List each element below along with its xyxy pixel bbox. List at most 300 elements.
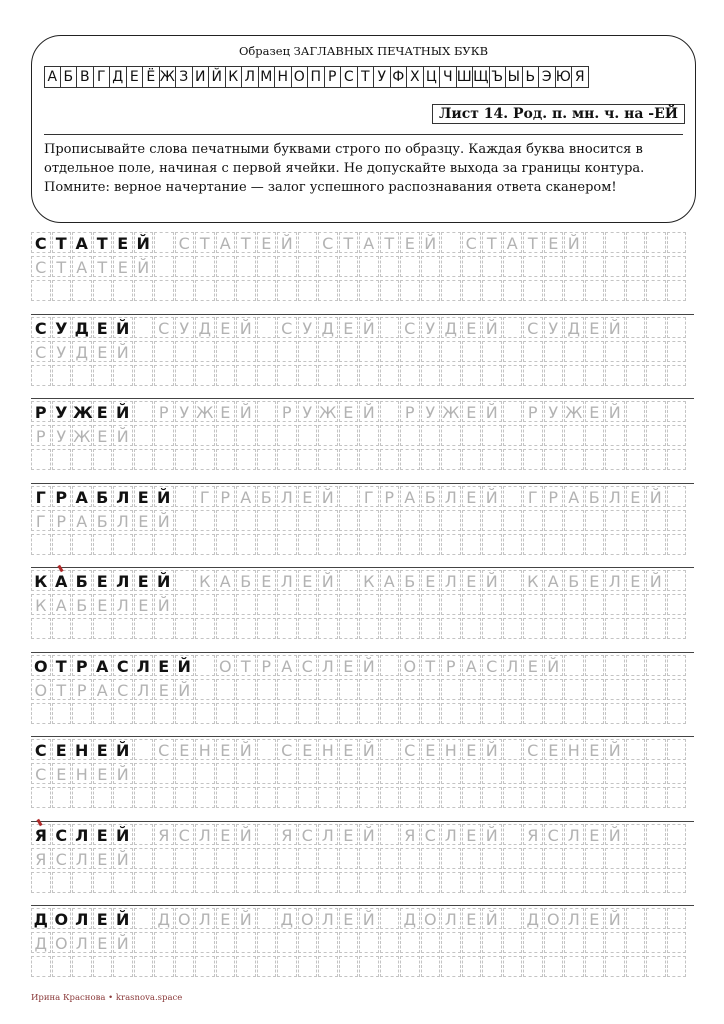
writing-cell[interactable]	[667, 486, 687, 507]
trace-letter-cell[interactable]: Б	[585, 486, 605, 507]
trace-letter-cell[interactable]: С	[154, 317, 174, 338]
writing-cell[interactable]	[585, 679, 605, 700]
writing-cell[interactable]	[216, 534, 236, 555]
writing-cell[interactable]	[564, 534, 584, 555]
writing-cell[interactable]	[544, 932, 564, 953]
writing-cell[interactable]	[298, 425, 318, 446]
trace-letter-cell[interactable]: Й	[359, 655, 379, 676]
writing-cell[interactable]	[195, 932, 215, 953]
writing-cell[interactable]	[236, 365, 256, 386]
writing-cell[interactable]	[154, 256, 174, 277]
writing-cell[interactable]	[462, 341, 482, 362]
writing-cell[interactable]	[175, 341, 195, 362]
writing-cell[interactable]	[359, 341, 379, 362]
writing-cell[interactable]	[564, 618, 584, 639]
writing-cell[interactable]	[585, 787, 605, 808]
trace-letter-cell[interactable]: Р	[31, 425, 51, 446]
sample-letter-cell[interactable]: С	[52, 824, 72, 845]
sample-letter-cell[interactable]: Е	[93, 570, 113, 591]
writing-cell[interactable]	[72, 365, 92, 386]
trace-letter-cell[interactable]: Й	[113, 848, 133, 869]
writing-cell[interactable]	[236, 425, 256, 446]
trace-letter-cell[interactable]: Е	[93, 341, 113, 362]
writing-cell[interactable]	[585, 365, 605, 386]
sample-letter-cell[interactable]: Б	[93, 486, 113, 507]
sample-letter-cell[interactable]: С	[31, 739, 51, 760]
writing-cell[interactable]	[421, 365, 441, 386]
trace-letter-cell[interactable]: Р	[154, 401, 174, 422]
trace-letter-cell[interactable]: Е	[216, 824, 236, 845]
trace-letter-cell[interactable]: Й	[236, 317, 256, 338]
writing-cell[interactable]	[134, 280, 154, 301]
writing-cell[interactable]	[421, 256, 441, 277]
trace-letter-cell[interactable]: Р	[523, 401, 543, 422]
writing-cell[interactable]	[605, 956, 625, 977]
writing-cell[interactable]	[503, 763, 523, 784]
writing-cell[interactable]	[339, 341, 359, 362]
writing-cell[interactable]	[277, 932, 297, 953]
writing-cell[interactable]	[318, 510, 338, 531]
writing-cell[interactable]	[503, 703, 523, 724]
writing-cell[interactable]	[298, 618, 318, 639]
writing-cell[interactable]	[626, 365, 646, 386]
writing-cell[interactable]	[605, 618, 625, 639]
trace-letter-cell[interactable]: Е	[93, 932, 113, 953]
trace-letter-cell[interactable]: Е	[339, 908, 359, 929]
writing-cell[interactable]	[421, 594, 441, 615]
writing-cell[interactable]	[482, 618, 502, 639]
writing-cell[interactable]	[339, 763, 359, 784]
trace-letter-cell[interactable]: У	[298, 317, 318, 338]
writing-cell[interactable]	[626, 848, 646, 869]
writing-cell[interactable]	[236, 594, 256, 615]
trace-letter-cell[interactable]: С	[277, 317, 297, 338]
writing-cell[interactable]	[134, 317, 154, 338]
writing-cell[interactable]	[544, 449, 564, 470]
writing-cell[interactable]	[646, 510, 666, 531]
writing-cell[interactable]	[400, 256, 420, 277]
writing-cell[interactable]	[503, 449, 523, 470]
writing-cell[interactable]	[298, 703, 318, 724]
writing-cell[interactable]	[646, 872, 666, 893]
writing-cell[interactable]	[380, 425, 400, 446]
writing-cell[interactable]	[585, 932, 605, 953]
writing-cell[interactable]	[216, 618, 236, 639]
writing-cell[interactable]	[236, 510, 256, 531]
trace-letter-cell[interactable]: Б	[421, 486, 441, 507]
writing-cell[interactable]	[667, 317, 687, 338]
trace-letter-cell[interactable]: Й	[113, 763, 133, 784]
trace-letter-cell[interactable]: Ж	[319, 403, 337, 422]
sample-letter-cell[interactable]: Г	[31, 486, 51, 507]
writing-cell[interactable]	[93, 872, 113, 893]
writing-cell[interactable]	[257, 256, 277, 277]
writing-cell[interactable]	[400, 510, 420, 531]
writing-cell[interactable]	[134, 401, 154, 422]
writing-cell[interactable]	[298, 956, 318, 977]
writing-cell[interactable]	[113, 703, 133, 724]
writing-cell[interactable]	[564, 679, 584, 700]
trace-letter-cell[interactable]: Б	[236, 570, 256, 591]
writing-cell[interactable]	[400, 787, 420, 808]
trace-letter-cell[interactable]: Я	[154, 824, 174, 845]
writing-cell[interactable]	[257, 365, 277, 386]
trace-letter-cell[interactable]: Е	[462, 401, 482, 422]
writing-cell[interactable]	[646, 280, 666, 301]
writing-cell[interactable]	[175, 956, 195, 977]
trace-letter-cell[interactable]: С	[175, 232, 195, 253]
writing-cell[interactable]	[462, 956, 482, 977]
sample-letter-cell[interactable]: Й	[113, 401, 133, 422]
writing-cell[interactable]	[380, 534, 400, 555]
sample-letter-cell[interactable]: О	[31, 655, 51, 676]
writing-cell[interactable]	[482, 872, 502, 893]
writing-cell[interactable]	[113, 280, 133, 301]
writing-cell[interactable]	[72, 618, 92, 639]
sample-letter-cell[interactable]: А	[93, 655, 113, 676]
writing-cell[interactable]	[195, 449, 215, 470]
trace-letter-cell[interactable]: Б	[564, 570, 584, 591]
writing-cell[interactable]	[113, 956, 133, 977]
sample-letter-cell[interactable]: О	[52, 908, 72, 929]
writing-cell[interactable]	[339, 872, 359, 893]
trace-letter-cell[interactable]: Д	[564, 317, 584, 338]
writing-cell[interactable]	[585, 510, 605, 531]
trace-letter-cell[interactable]: С	[400, 739, 420, 760]
sample-letter-cell[interactable]: Л	[113, 486, 133, 507]
trace-letter-cell[interactable]: Р	[441, 655, 461, 676]
writing-cell[interactable]	[400, 872, 420, 893]
writing-cell[interactable]	[400, 594, 420, 615]
writing-cell[interactable]	[503, 365, 523, 386]
trace-letter-cell[interactable]: С	[175, 824, 195, 845]
writing-cell[interactable]	[626, 824, 646, 845]
writing-cell[interactable]	[339, 449, 359, 470]
writing-cell[interactable]	[626, 679, 646, 700]
sample-letter-cell[interactable]: Й	[134, 232, 154, 253]
sample-letter-cell[interactable]: Л	[134, 655, 154, 676]
writing-cell[interactable]	[462, 256, 482, 277]
writing-cell[interactable]	[175, 365, 195, 386]
sample-letter-cell[interactable]: Е	[134, 486, 154, 507]
writing-cell[interactable]	[257, 763, 277, 784]
sample-letter-cell[interactable]: Е	[93, 401, 113, 422]
writing-cell[interactable]	[339, 365, 359, 386]
writing-cell[interactable]	[421, 510, 441, 531]
writing-cell[interactable]	[626, 763, 646, 784]
trace-letter-cell[interactable]: Е	[93, 763, 113, 784]
trace-letter-cell[interactable]: Е	[216, 739, 236, 760]
writing-cell[interactable]	[52, 872, 72, 893]
trace-letter-cell[interactable]: Л	[441, 908, 461, 929]
trace-letter-cell[interactable]: Л	[605, 486, 625, 507]
trace-letter-cell[interactable]: Е	[257, 570, 277, 591]
writing-cell[interactable]	[421, 449, 441, 470]
writing-cell[interactable]	[359, 280, 379, 301]
writing-cell[interactable]	[605, 365, 625, 386]
writing-cell[interactable]	[359, 618, 379, 639]
trace-letter-cell[interactable]: Е	[626, 486, 646, 507]
trace-letter-cell[interactable]: Л	[605, 570, 625, 591]
writing-cell[interactable]	[585, 232, 605, 253]
writing-cell[interactable]	[544, 341, 564, 362]
writing-cell[interactable]	[236, 872, 256, 893]
writing-cell[interactable]	[175, 486, 195, 507]
sample-letter-cell[interactable]: Л	[113, 570, 133, 591]
writing-cell[interactable]	[277, 872, 297, 893]
writing-cell[interactable]	[523, 848, 543, 869]
writing-cell[interactable]	[646, 703, 666, 724]
trace-letter-cell[interactable]: Л	[72, 932, 92, 953]
writing-cell[interactable]	[236, 787, 256, 808]
trace-letter-cell[interactable]: А	[359, 232, 379, 253]
writing-cell[interactable]	[646, 848, 666, 869]
writing-cell[interactable]	[523, 534, 543, 555]
sample-letter-cell[interactable]: Т	[52, 655, 72, 676]
trace-letter-cell[interactable]: С	[298, 824, 318, 845]
trace-letter-cell[interactable]: Е	[93, 594, 113, 615]
writing-cell[interactable]	[441, 956, 461, 977]
trace-letter-cell[interactable]: Й	[646, 570, 666, 591]
trace-letter-cell[interactable]: Е	[134, 510, 154, 531]
writing-cell[interactable]	[380, 703, 400, 724]
trace-letter-cell[interactable]: Д	[154, 908, 174, 929]
writing-cell[interactable]	[646, 824, 666, 845]
writing-cell[interactable]	[626, 256, 646, 277]
writing-cell[interactable]	[154, 872, 174, 893]
writing-cell[interactable]	[93, 956, 113, 977]
writing-cell[interactable]	[667, 570, 687, 591]
writing-cell[interactable]	[52, 280, 72, 301]
trace-letter-cell[interactable]: Е	[585, 739, 605, 760]
trace-letter-cell[interactable]: Я	[523, 824, 543, 845]
writing-cell[interactable]	[441, 763, 461, 784]
writing-cell[interactable]	[626, 341, 646, 362]
writing-cell[interactable]	[564, 848, 584, 869]
writing-cell[interactable]	[626, 510, 646, 531]
writing-cell[interactable]	[175, 618, 195, 639]
writing-cell[interactable]	[400, 679, 420, 700]
trace-letter-cell[interactable]: А	[564, 486, 584, 507]
trace-letter-cell[interactable]: Б	[93, 510, 113, 531]
trace-letter-cell[interactable]: Е	[298, 739, 318, 760]
trace-letter-cell[interactable]: Д	[277, 908, 297, 929]
writing-cell[interactable]	[52, 956, 72, 977]
writing-cell[interactable]	[667, 401, 687, 422]
trace-letter-cell[interactable]: Е	[421, 570, 441, 591]
writing-cell[interactable]	[359, 787, 379, 808]
writing-cell[interactable]	[462, 679, 482, 700]
trace-letter-cell[interactable]: Л	[195, 824, 215, 845]
writing-cell[interactable]	[257, 510, 277, 531]
writing-cell[interactable]	[277, 618, 297, 639]
writing-cell[interactable]	[503, 594, 523, 615]
trace-letter-cell[interactable]: Л	[564, 824, 584, 845]
writing-cell[interactable]	[626, 655, 646, 676]
trace-letter-cell[interactable]: С	[31, 763, 51, 784]
writing-cell[interactable]	[380, 956, 400, 977]
writing-cell[interactable]	[380, 401, 400, 422]
trace-letter-cell[interactable]: У	[544, 401, 564, 422]
writing-cell[interactable]	[236, 341, 256, 362]
writing-cell[interactable]	[298, 679, 318, 700]
writing-cell[interactable]	[646, 341, 666, 362]
writing-cell[interactable]	[257, 824, 277, 845]
writing-cell[interactable]	[113, 534, 133, 555]
writing-cell[interactable]	[154, 341, 174, 362]
writing-cell[interactable]	[503, 280, 523, 301]
writing-cell[interactable]	[544, 534, 564, 555]
trace-letter-cell[interactable]: Л	[441, 486, 461, 507]
writing-cell[interactable]	[626, 594, 646, 615]
trace-letter-cell[interactable]: Е	[462, 317, 482, 338]
writing-cell[interactable]	[339, 594, 359, 615]
trace-letter-cell[interactable]: Ж	[565, 403, 583, 422]
trace-letter-cell[interactable]: Л	[441, 570, 461, 591]
writing-cell[interactable]	[236, 534, 256, 555]
writing-cell[interactable]	[175, 932, 195, 953]
trace-letter-cell[interactable]: Т	[421, 655, 441, 676]
trace-letter-cell[interactable]: Д	[441, 317, 461, 338]
writing-cell[interactable]	[523, 956, 543, 977]
writing-cell[interactable]	[564, 956, 584, 977]
trace-letter-cell[interactable]: Т	[482, 232, 502, 253]
writing-cell[interactable]	[175, 594, 195, 615]
writing-cell[interactable]	[503, 341, 523, 362]
writing-cell[interactable]	[667, 655, 687, 676]
writing-cell[interactable]	[503, 534, 523, 555]
writing-cell[interactable]	[216, 872, 236, 893]
writing-cell[interactable]	[544, 872, 564, 893]
trace-letter-cell[interactable]: Й	[482, 908, 502, 929]
sample-letter-cell[interactable]: Р	[72, 655, 92, 676]
writing-cell[interactable]	[339, 848, 359, 869]
trace-letter-cell[interactable]: Т	[93, 256, 113, 277]
writing-cell[interactable]	[216, 703, 236, 724]
trace-letter-cell[interactable]: С	[318, 232, 338, 253]
writing-cell[interactable]	[298, 763, 318, 784]
trace-letter-cell[interactable]: Е	[339, 317, 359, 338]
trace-letter-cell[interactable]: Е	[626, 570, 646, 591]
writing-cell[interactable]	[257, 956, 277, 977]
writing-cell[interactable]	[523, 787, 543, 808]
writing-cell[interactable]	[257, 401, 277, 422]
writing-cell[interactable]	[421, 425, 441, 446]
writing-cell[interactable]	[585, 848, 605, 869]
trace-letter-cell[interactable]: Т	[339, 232, 359, 253]
trace-letter-cell[interactable]: Л	[503, 655, 523, 676]
trace-letter-cell[interactable]: Й	[359, 317, 379, 338]
writing-cell[interactable]	[277, 956, 297, 977]
trace-letter-cell[interactable]: Й	[359, 401, 379, 422]
trace-letter-cell[interactable]: Д	[31, 932, 51, 953]
writing-cell[interactable]	[646, 534, 666, 555]
writing-cell[interactable]	[380, 341, 400, 362]
writing-cell[interactable]	[667, 425, 687, 446]
writing-cell[interactable]	[544, 848, 564, 869]
writing-cell[interactable]	[175, 280, 195, 301]
sample-letter-cell[interactable]: С	[113, 655, 133, 676]
writing-cell[interactable]	[195, 872, 215, 893]
writing-cell[interactable]	[31, 534, 51, 555]
writing-cell[interactable]	[359, 763, 379, 784]
writing-cell[interactable]	[380, 679, 400, 700]
writing-cell[interactable]	[667, 908, 687, 929]
writing-cell[interactable]	[646, 655, 666, 676]
trace-letter-cell[interactable]: Д	[318, 317, 338, 338]
writing-cell[interactable]	[134, 787, 154, 808]
writing-cell[interactable]	[585, 655, 605, 676]
trace-letter-cell[interactable]: А	[72, 510, 92, 531]
trace-letter-cell[interactable]: Е	[52, 763, 72, 784]
writing-cell[interactable]	[441, 232, 461, 253]
writing-cell[interactable]	[134, 365, 154, 386]
writing-cell[interactable]	[72, 280, 92, 301]
writing-cell[interactable]	[523, 365, 543, 386]
writing-cell[interactable]	[421, 956, 441, 977]
writing-cell[interactable]	[400, 932, 420, 953]
writing-cell[interactable]	[523, 256, 543, 277]
writing-cell[interactable]	[421, 932, 441, 953]
writing-cell[interactable]	[380, 594, 400, 615]
writing-cell[interactable]	[134, 739, 154, 760]
writing-cell[interactable]	[482, 341, 502, 362]
writing-cell[interactable]	[339, 787, 359, 808]
writing-cell[interactable]	[667, 703, 687, 724]
writing-cell[interactable]	[605, 679, 625, 700]
trace-letter-cell[interactable]: О	[544, 908, 564, 929]
trace-letter-cell[interactable]: Е	[585, 317, 605, 338]
writing-cell[interactable]	[31, 956, 51, 977]
writing-cell[interactable]	[605, 449, 625, 470]
writing-cell[interactable]	[585, 280, 605, 301]
writing-cell[interactable]	[626, 401, 646, 422]
writing-cell[interactable]	[359, 510, 379, 531]
writing-cell[interactable]	[523, 449, 543, 470]
writing-cell[interactable]	[564, 341, 584, 362]
trace-letter-cell[interactable]: Е	[339, 824, 359, 845]
writing-cell[interactable]	[236, 763, 256, 784]
writing-cell[interactable]	[421, 763, 441, 784]
writing-cell[interactable]	[503, 425, 523, 446]
writing-cell[interactable]	[134, 449, 154, 470]
writing-cell[interactable]	[421, 679, 441, 700]
writing-cell[interactable]	[52, 449, 72, 470]
trace-letter-cell[interactable]: Й	[605, 317, 625, 338]
trace-letter-cell[interactable]: Б	[257, 486, 277, 507]
writing-cell[interactable]	[195, 594, 215, 615]
trace-letter-cell[interactable]: У	[421, 401, 441, 422]
writing-cell[interactable]	[318, 872, 338, 893]
writing-cell[interactable]	[400, 534, 420, 555]
writing-cell[interactable]	[503, 256, 523, 277]
writing-cell[interactable]	[626, 787, 646, 808]
writing-cell[interactable]	[195, 655, 215, 676]
writing-cell[interactable]	[441, 618, 461, 639]
writing-cell[interactable]	[257, 872, 277, 893]
sample-letter-cell[interactable]: Е	[93, 739, 113, 760]
writing-cell[interactable]	[380, 739, 400, 760]
writing-cell[interactable]	[113, 365, 133, 386]
writing-cell[interactable]	[216, 594, 236, 615]
trace-letter-cell[interactable]: У	[175, 317, 195, 338]
sample-letter-cell[interactable]: Т	[93, 232, 113, 253]
writing-cell[interactable]	[605, 510, 625, 531]
writing-cell[interactable]	[195, 679, 215, 700]
sample-letter-cell[interactable]: Й	[113, 739, 133, 760]
writing-cell[interactable]	[564, 872, 584, 893]
writing-cell[interactable]	[277, 425, 297, 446]
